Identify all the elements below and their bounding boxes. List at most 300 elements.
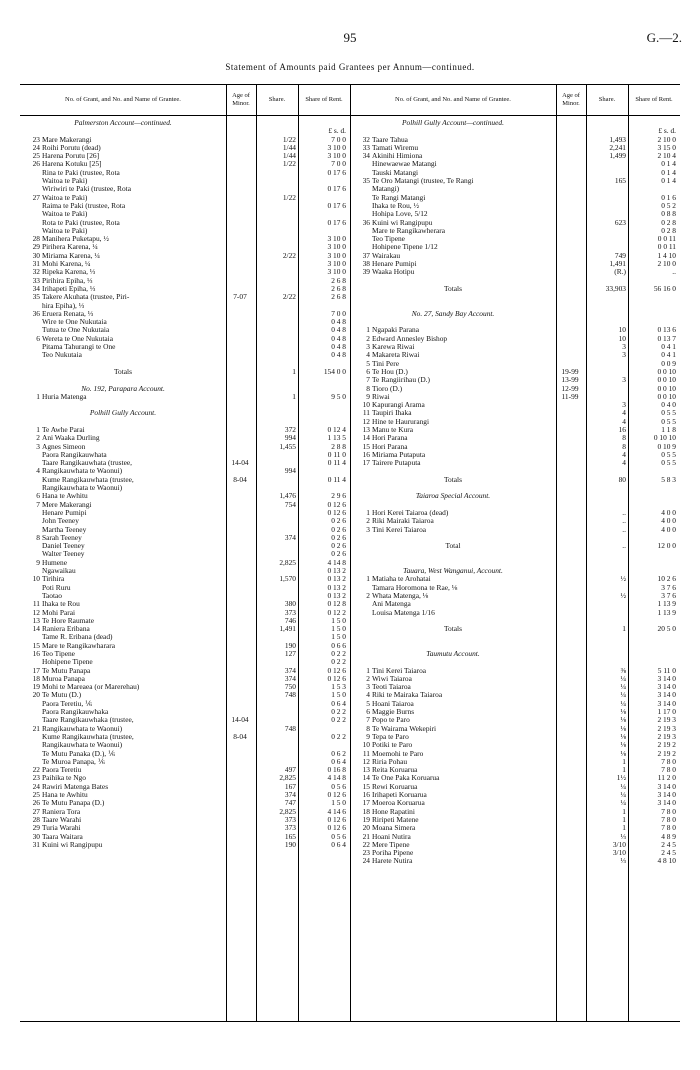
table-row [20, 467, 350, 475]
share-cell: ⅛ [620, 723, 626, 733]
table-row [20, 708, 350, 716]
rent-cell: 0 2 6 [331, 524, 346, 534]
table-row [350, 152, 680, 160]
table-row [350, 484, 680, 492]
table-row [350, 774, 680, 782]
table-row [20, 509, 350, 517]
rent-cell: 4 0 0 [661, 516, 676, 526]
grantee-name: Humene [42, 558, 68, 567]
rent-cell: 0 4 8 [331, 325, 346, 335]
share-cell: 4 [622, 458, 626, 468]
grantee-name: Tini Kerei Taiaroa [372, 666, 427, 675]
table-row [350, 185, 680, 193]
grant-number: 32 [32, 267, 40, 277]
table-row [20, 841, 350, 849]
grantee-name: Te Wairama Wekepiri [372, 724, 437, 733]
rent-cell: 0 4 8 [331, 317, 346, 327]
rent-cell: 7 8 0 [661, 765, 676, 775]
share-cell: 167 [284, 781, 296, 791]
rent-cell: 0 12 2 [327, 607, 346, 617]
share-cell: ⅛ [620, 707, 626, 717]
table-row [20, 243, 350, 251]
rent-cell: 3 14 0 [657, 798, 676, 808]
table-row [350, 326, 680, 334]
rent-cell: 2 10 0 [657, 134, 676, 144]
share-cell: ¼ [620, 781, 626, 791]
rent-cell: 0 10 10 [653, 433, 676, 443]
rent-cell: 7 8 0 [661, 823, 676, 833]
table-row [350, 476, 680, 484]
rent-cell: 7 0 0 [331, 159, 346, 169]
table-row [20, 219, 350, 227]
table-row [350, 517, 680, 525]
table-row [350, 841, 680, 849]
share-cell: 1 [292, 391, 296, 401]
rent-cell: 2 6 8 [331, 292, 346, 302]
grant-number: 24 [362, 856, 370, 866]
grant-number: 21 [362, 831, 370, 841]
rent-cell: 0 5 5 [661, 458, 676, 468]
rent-cell: 0 13 2 [327, 590, 346, 600]
grantee-name: Mohi te Mareaea (or Marerehau) [42, 683, 140, 692]
rent-cell: 0 12 6 [327, 673, 346, 683]
table-row [350, 243, 680, 251]
rent-cell: 0 0 11 [657, 234, 676, 244]
table-row [20, 335, 350, 343]
rent-cell: 0 11 4 [327, 474, 346, 484]
rent-cell: 0 2 2 [331, 731, 346, 741]
share-cell: 1,493 [609, 134, 626, 144]
share-cell: 1 [622, 624, 626, 634]
table-row [20, 816, 350, 824]
share-cell: 2,241 [609, 142, 626, 152]
grantee-name: Tutua te One Nukutaia [42, 326, 110, 335]
table-row [350, 600, 680, 608]
rent-cell: 0 12 6 [327, 499, 346, 509]
rent-cell: 4 0 0 [661, 507, 676, 517]
table-row [350, 210, 680, 218]
grant-number: 18 [32, 673, 40, 683]
grant-number: 5 [366, 698, 370, 708]
table-row [350, 716, 680, 724]
share-cell: 2,825 [279, 773, 296, 783]
grant-number: 9 [366, 731, 370, 741]
grantee-name: Martha Teeney [42, 525, 87, 534]
share-cell: 3 [622, 342, 626, 352]
rent-cell: 1 5 0 [331, 798, 346, 808]
grantee-name: Mare Makerangi [42, 135, 92, 144]
table-row [20, 617, 350, 625]
rent-cell: 11 2 0 [657, 773, 676, 783]
table-row [20, 642, 350, 650]
page-number: 95 [343, 30, 357, 45]
col-header-share: Share. [256, 85, 298, 116]
grantee-name: Wire te One Nukutaia [42, 318, 107, 327]
grantee-name: Kume Rangikauwhata (trustee, [42, 732, 134, 741]
grant-number: 6 [36, 333, 40, 343]
table-row [350, 268, 680, 276]
age-cell: 13-99 [561, 375, 579, 385]
table-row [20, 202, 350, 210]
rent-cell: 1 13 5 [327, 433, 346, 443]
table-row [350, 526, 680, 534]
grant-number: 28 [32, 234, 40, 244]
age-cell: 14-04 [231, 715, 249, 725]
grantee-name: Taotao [42, 591, 63, 600]
rent-cell: 0 2 2 [331, 657, 346, 667]
table-row [350, 492, 680, 500]
col-header-rent: Share of Rent. [628, 85, 680, 116]
rent-cell: 56 16 0 [653, 283, 676, 293]
table-row [350, 285, 680, 293]
table-row [350, 750, 680, 758]
table-row [20, 293, 350, 301]
grant-number: 5 [366, 358, 370, 368]
share-cell: 750 [284, 682, 296, 692]
table-row [20, 252, 350, 260]
table-row [350, 625, 680, 633]
grant-number: 4 [366, 690, 370, 700]
table-row [20, 177, 350, 185]
table-row [20, 277, 350, 285]
grant-number: 27 [32, 806, 40, 816]
table-row [350, 136, 680, 144]
grantee-name: Tairere Putaputa [372, 459, 421, 468]
grantee-name: Miriama Putaputa [372, 450, 426, 459]
grant-number: 13 [362, 424, 370, 434]
grant-number: 16 [32, 649, 40, 658]
table-row [20, 409, 350, 417]
grant-number: 14 [362, 433, 370, 443]
grantee-name: Ani Matenga [372, 600, 411, 609]
grant-number: 35 [362, 176, 370, 186]
grant-number: 30 [32, 250, 40, 260]
table-row [20, 609, 350, 617]
grant-number: 7 [366, 375, 370, 385]
table-row [350, 343, 680, 351]
table-row [20, 169, 350, 177]
grantee-name: Teoti Taiaroa [372, 683, 411, 692]
table-row [20, 733, 350, 741]
table-row [350, 194, 680, 202]
grant-number: 19 [362, 814, 370, 824]
grantee-name: Tame R. Eribana (dead) [42, 633, 113, 642]
rent-cell: 2 4 5 [661, 839, 676, 849]
grant-number: 29 [32, 823, 40, 833]
section-heading: No. 192, Parapara Account. [81, 383, 165, 393]
share-cell: .. [622, 524, 626, 534]
rent-cell: 3 10 0 [327, 259, 346, 269]
table-row [350, 501, 680, 509]
age-cell: 7-07 [233, 292, 247, 302]
grantee-name: Tini Pere [372, 359, 400, 368]
grantee-name: Mere Makerangi [42, 500, 92, 509]
table-row [20, 550, 350, 558]
grant-number: 9 [36, 557, 40, 567]
share-cell: ⅛ [620, 715, 626, 725]
rent-cell: 3 10 0 [327, 151, 346, 161]
table-row [350, 169, 680, 177]
grantee-name: Pirihera Karena, ¼ [42, 243, 98, 252]
share-cell: 1/22 [282, 159, 296, 169]
table-row [350, 783, 680, 791]
table-row [20, 741, 350, 749]
share-cell: 373 [284, 814, 296, 824]
grant-number: 33 [362, 142, 370, 152]
grant-number: 3 [366, 524, 370, 534]
table-row [20, 368, 350, 376]
col-header-rent: Share of Rent. [298, 85, 350, 116]
rent-cell: 0 12 8 [327, 599, 346, 609]
age-cell: 14-04 [231, 458, 249, 468]
share-cell: 3/10 [612, 848, 626, 858]
table-row [350, 443, 680, 451]
table-row [20, 833, 350, 841]
table-row [20, 808, 350, 816]
table-row [20, 725, 350, 733]
share-cell: 1,491 [279, 624, 296, 634]
table-row [20, 227, 350, 235]
share-cell: 994 [284, 433, 296, 443]
table-row [350, 758, 680, 766]
age-cell: 8-04 [233, 731, 247, 741]
table-row [350, 219, 680, 227]
col-header-age: Age of Minor. [556, 85, 586, 116]
grantee-name: Taara Waitara [42, 832, 83, 841]
grantee-name: Ngapaki Parana [372, 326, 419, 335]
grant-number: 14 [32, 624, 40, 634]
grantee-name: Raniera Eribana [42, 625, 90, 634]
grantee-name: Roihi Porutu (dead) [42, 143, 101, 152]
table-row [350, 368, 680, 376]
grant-number: 29 [32, 242, 40, 252]
share-cell: 1,491 [609, 259, 626, 269]
share-cell: 746 [284, 615, 296, 625]
share-cell: 3/10 [612, 839, 626, 849]
grant-number: 24 [32, 142, 40, 152]
table-row [20, 285, 350, 293]
grant-number: 6 [366, 707, 370, 717]
rent-cell: 0 1 4 [661, 176, 676, 186]
grant-number: 2 [366, 333, 370, 343]
table-row [20, 434, 350, 442]
rent-cell: 0 8 8 [661, 209, 676, 219]
rent-cell: 3 7 6 [661, 590, 676, 600]
section-heading: Tauara, West Wanganui, Account. [403, 566, 503, 576]
rent-cell: 0 5 5 [661, 449, 676, 459]
table-row [350, 658, 680, 666]
table-row [350, 385, 680, 393]
table-row [350, 426, 680, 434]
grant-number: 13 [32, 615, 40, 625]
grantee-name: Muroa Panapa [42, 674, 85, 683]
grantee-name: Miriama Karena, ¼ [42, 251, 100, 260]
grantee-name: Manihera Puketapu, ½ [42, 235, 109, 244]
table-row [350, 584, 680, 592]
table-row [20, 194, 350, 202]
table-row [350, 235, 680, 243]
grantee-name: Hohipene Tipene 1/12 [372, 243, 438, 252]
totals-label: Total [445, 541, 461, 551]
share-cell: 3 [622, 350, 626, 360]
grant-number: 15 [32, 640, 40, 650]
grant-number: 8 [366, 723, 370, 733]
table-row [350, 418, 680, 426]
rent-cell: 2 8 8 [331, 441, 346, 451]
table-row [20, 824, 350, 832]
share-cell: 190 [284, 640, 296, 650]
table-row [350, 609, 680, 617]
table-row [350, 293, 680, 301]
grantee-name: Harena Porutu [26] [42, 152, 100, 161]
table-row [350, 575, 680, 583]
table-row [20, 575, 350, 583]
table-row [350, 409, 680, 417]
grantee-name: Poti Ruru [42, 583, 71, 592]
section-heading: Polhill Gully Account. [89, 408, 157, 418]
grantee-name: Taupiri Ihaka [372, 409, 412, 418]
grantee-name: Teo Nukutaia [42, 351, 82, 360]
grantee-name: Hone Rapatini [372, 807, 415, 816]
share-cell: 3 [622, 375, 626, 385]
table-row [20, 185, 350, 193]
grantee-name: Walter Teeney [42, 550, 85, 559]
share-cell: 497 [284, 765, 296, 775]
grant-number: 14 [362, 773, 370, 783]
grant-number: 6 [36, 491, 40, 501]
grantee-name: Teo Tipene [372, 235, 405, 244]
rent-cell: 5 8 3 [661, 474, 676, 484]
grantee-name: Maggie Burns [372, 708, 415, 717]
grant-number: 35 [32, 292, 40, 302]
table-row [350, 302, 680, 310]
rent-cell: 3 15 0 [657, 142, 676, 152]
grant-number: 18 [362, 806, 370, 816]
grantee-name: Akinihi Himiona [372, 152, 423, 161]
grantee-name: Waitoa te Paki) [42, 193, 88, 202]
grantee-name: Kuini wi Rangipupu [372, 218, 433, 227]
grant-number: 13 [362, 765, 370, 775]
rent-cell: 3 14 0 [657, 673, 676, 683]
grantee-name: Louisa Matenga 1/16 [372, 608, 435, 617]
left-column [20, 85, 351, 1021]
col-header-share: Share. [586, 85, 628, 116]
share-cell: ⅛ [620, 731, 626, 741]
rent-cell: 0 17 6 [327, 184, 346, 194]
grantee-name: Tirihira [42, 575, 65, 584]
grantee-name: Waitoa te Paki) [42, 226, 88, 235]
rent-cell: 3 7 6 [661, 582, 676, 592]
grantee-name: Riwai [372, 392, 390, 401]
table-row [20, 260, 350, 268]
share-cell: ¼ [620, 690, 626, 700]
grantee-name: Tauski Matangi [372, 168, 419, 177]
grantee-name: Te One Paka Koruarua [372, 774, 440, 783]
grant-number: 17 [362, 458, 370, 468]
grant-number: 4 [36, 466, 40, 476]
table-row [350, 700, 680, 708]
grantee-name: Hohipa Love, 5/12 [372, 210, 428, 219]
grantee-name: Rangikauwhata te Waonui) [42, 484, 123, 493]
rent-cell: 7 0 0 [331, 134, 346, 144]
share-cell: 748 [284, 723, 296, 733]
section-heading: Taiaroa Special Account. [415, 491, 491, 501]
grantee-name: Hori Parana [372, 442, 408, 451]
rent-cell: 1 5 0 [331, 690, 346, 700]
rent-cell: 3 10 0 [327, 267, 346, 277]
grant-number: 7 [36, 499, 40, 509]
rent-cell: 1 4 10 [657, 250, 676, 260]
rent-cell: 2 6 8 [331, 275, 346, 285]
rent-cell: 7 8 0 [661, 806, 676, 816]
grantee-name: Waitoa te Paki) [42, 210, 88, 219]
share-cell: 1 [622, 756, 626, 766]
table-row [20, 750, 350, 758]
table-row [20, 526, 350, 534]
table-row [350, 351, 680, 359]
totals-label: Totals [444, 283, 462, 293]
rent-cell: 2 19 2 [657, 740, 676, 750]
grantee-name: Hana te Awhitu [42, 791, 88, 800]
grant-number: 21 [32, 723, 40, 733]
rent-cell: 2 19 3 [657, 715, 676, 725]
table-row [350, 467, 680, 475]
table-row [350, 260, 680, 268]
grantee-name: Teo Tipene [42, 650, 75, 658]
table-row [20, 774, 350, 782]
table-row [350, 816, 680, 824]
share-cell: 10 [618, 325, 626, 335]
table-row [20, 716, 350, 724]
rent-cell: 4 14 8 [327, 557, 346, 567]
rent-cell: 0 6 6 [331, 640, 346, 650]
grantee-name: Huria Matenga [42, 392, 87, 401]
grantee-name: Hori Parana [372, 434, 408, 443]
share-cell: (R.) [614, 267, 626, 277]
grantee-name: Taare Tahua [372, 135, 408, 144]
grantee-name: Waitoa te Paki) [42, 177, 88, 186]
grant-number: 16 [362, 449, 370, 459]
grantee-name: Turia Warahi [42, 824, 81, 833]
table-row [20, 119, 350, 127]
rent-cell: 0 2 6 [331, 549, 346, 559]
age-cell: 12-99 [561, 383, 579, 393]
rent-cell: 0 16 8 [327, 765, 346, 775]
grantee-name: Hori Kerei Taiaroa (dead) [372, 508, 449, 517]
table-row [350, 434, 680, 442]
grantee-name: Paora Teretiu, ⅙ [42, 699, 93, 708]
rent-cell: 1 5 0 [331, 615, 346, 625]
table-row [20, 534, 350, 542]
table-row [20, 567, 350, 575]
table-row [350, 833, 680, 841]
grant-number: 1 [366, 574, 370, 584]
table-row [20, 235, 350, 243]
grantee-name: Karewa Riwai [372, 343, 415, 352]
grant-number: 25 [32, 790, 40, 800]
table-row [350, 542, 680, 550]
grantee-name: Taare Rangikauwhaka (trustee, [42, 716, 134, 725]
rent-cell: 0 2 6 [331, 532, 346, 542]
grant-number: 37 [362, 250, 370, 260]
table-row [20, 136, 350, 144]
share-cell: 380 [284, 599, 296, 609]
grant-number: 3 [366, 682, 370, 692]
table-row [350, 277, 680, 285]
rent-cell: 12 0 0 [657, 541, 676, 551]
totals-label: Totals [444, 474, 462, 484]
grant-number: 1 [366, 325, 370, 335]
